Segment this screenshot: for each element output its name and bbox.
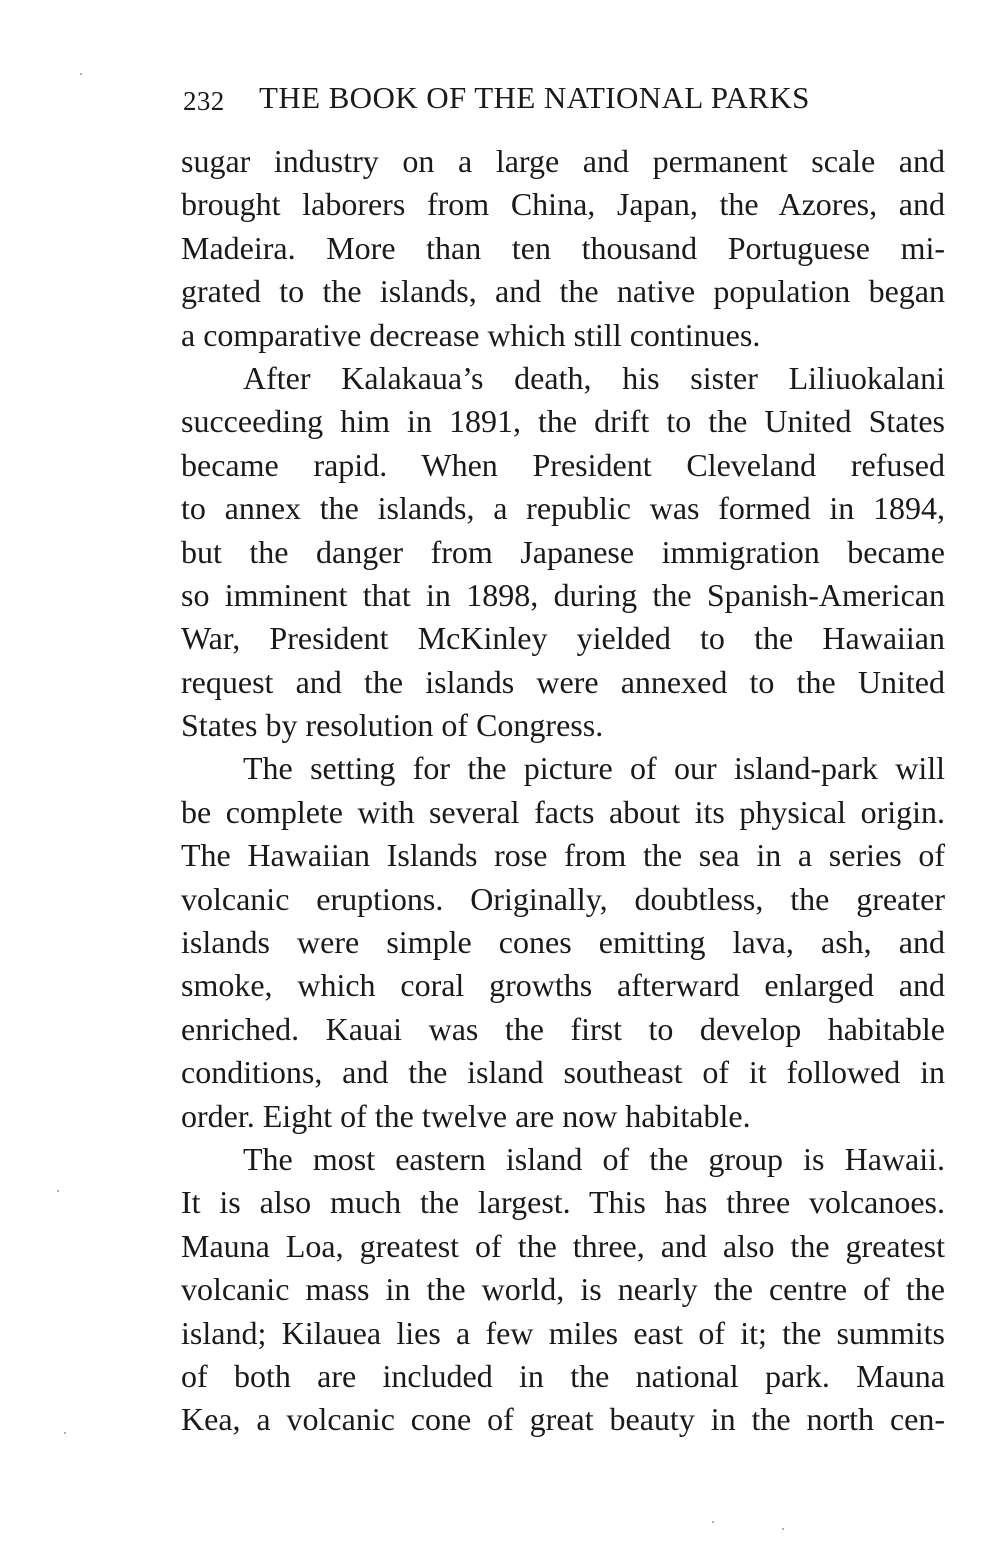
scan-speck: [57, 1190, 59, 1192]
scan-speck: [80, 73, 82, 75]
text-line: but the danger from Japanese immigration became: [181, 533, 945, 570]
text-line: smoke, which coral growths afterward enlarged and: [181, 967, 945, 1004]
text-line: island; Kilauea lies a few miles east of it; the summits: [181, 1314, 945, 1351]
text-line: The setting for the picture of our island-park will: [243, 750, 945, 787]
text-line: request and the islands were annexed to the United: [181, 663, 945, 700]
paragraph: [181, 747, 945, 1138]
text-line: be complete with several facts about its physical origin.: [181, 793, 945, 830]
text-line: War, President McKinley yielded to the Hawaiian: [181, 620, 945, 657]
page-header: [183, 80, 943, 130]
text-line: States by resolution of Congress.: [181, 707, 604, 744]
text-line: grated to the islands, and the native population began: [181, 273, 945, 310]
body-text: [181, 140, 945, 1442]
text-line: sugar industry on a large and permanent scale and: [181, 143, 945, 179]
paragraph: [181, 357, 945, 748]
text-line: succeeding him in 1891, the drift to the United States: [181, 403, 945, 440]
text-line: order. Eight of the twelve are now habitable.: [181, 1097, 751, 1134]
running-head: THE BOOK OF THE NATIONAL PARKS: [259, 80, 810, 115]
text-line: volcanic mass in the world, is nearly the centre of the: [181, 1271, 945, 1308]
text-line: Kea, a volcanic cone of great beauty in the north cen-: [181, 1401, 945, 1438]
text-line: The most eastern island of the group is Hawaii.: [243, 1140, 945, 1177]
text-line: enriched. Kauai was the first to develop habitable: [181, 1010, 945, 1047]
scan-speck: [64, 1432, 66, 1434]
text-line: volcanic eruptions. Originally, doubtless, the greater: [181, 880, 945, 917]
paragraph: [181, 140, 945, 357]
text-line: The Hawaiian Islands rose from the sea in a series of: [181, 837, 945, 874]
scan-speck: [712, 1521, 714, 1523]
text-line: of both are included in the national park. Mauna: [181, 1357, 945, 1394]
text-line: a comparative decrease which still continues.: [181, 316, 761, 353]
text-line: brought laborers from China, Japan, the Azores, and: [181, 186, 945, 223]
text-line: After Kalakaua’s death, his sister Liliuokalani: [243, 359, 945, 396]
text-line: so imminent that in 1898, during the Spanish-American: [181, 576, 945, 613]
scan-speck: [782, 1528, 784, 1530]
paragraph: [181, 1138, 945, 1442]
text-line: conditions, and the island southeast of it followed in: [181, 1054, 945, 1091]
text-line: It is also much the largest. This has three volcanoes.: [181, 1184, 945, 1221]
text-line: became rapid. When President Cleveland refused: [181, 446, 945, 483]
text-line: Madeira. More than ten thousand Portuguese mi-: [181, 229, 945, 266]
text-line: islands were simple cones emitting lava, ash, and: [181, 924, 945, 961]
text-line: Mauna Loa, greatest of the three, and also the greatest: [181, 1227, 945, 1264]
page-number: 232: [183, 86, 225, 116]
text-line: to annex the islands, a republic was formed in 1894,: [181, 490, 945, 527]
